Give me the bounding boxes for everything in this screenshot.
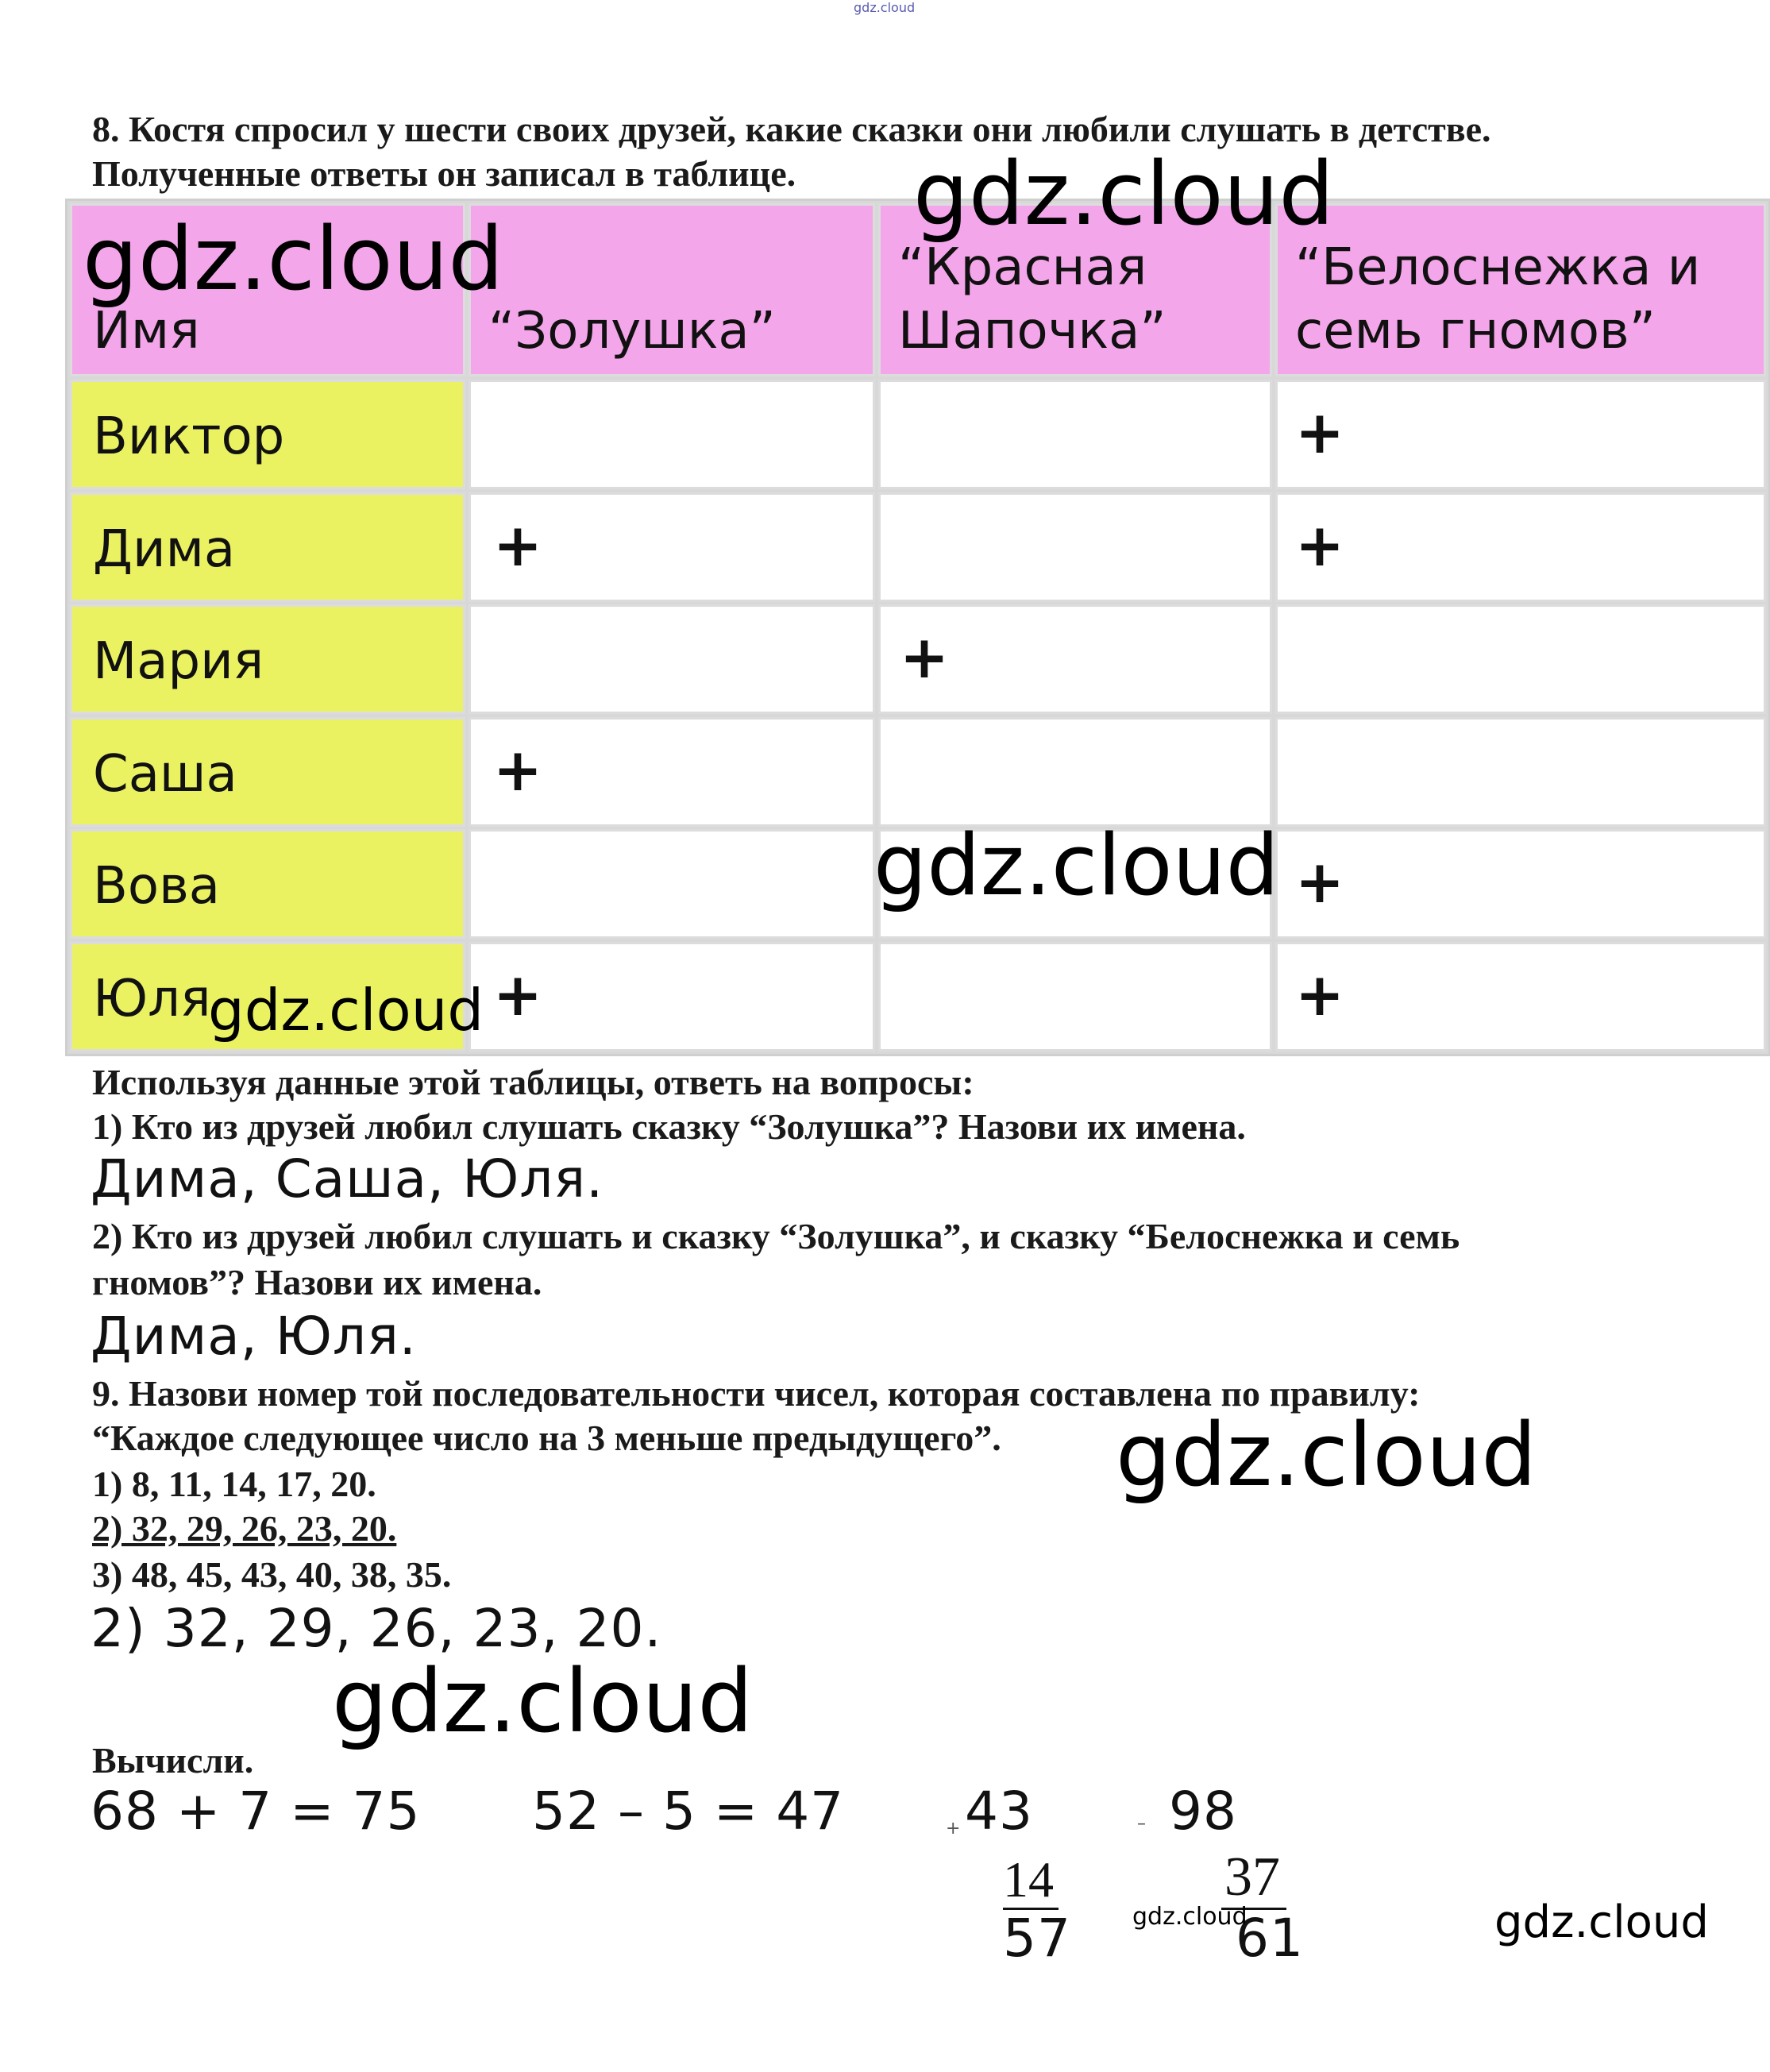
- mark-cell: [1275, 604, 1766, 714]
- addition-result: 57: [1003, 1908, 1071, 1969]
- task9-option-1: 1) 8, 11, 14, 17, 20.: [92, 1464, 376, 1504]
- header-red-riding-hood-l2: Шапочка”: [898, 302, 1167, 361]
- name-cell: [70, 492, 465, 602]
- mark-cell: [1275, 492, 1766, 602]
- watermark: gdz.cloud: [1132, 1903, 1247, 1931]
- mark-cell: [1275, 380, 1766, 489]
- addition-sign: +: [946, 1819, 961, 1839]
- plus-mark: +: [493, 511, 543, 580]
- task9-option-3: 3) 48, 45, 43, 40, 38, 35.: [92, 1554, 452, 1595]
- survey-table: [65, 199, 1770, 1056]
- task9-line2: “Каждое следующее число на 3 меньше предыдущего”.: [92, 1418, 1001, 1458]
- column-addition: [941, 1781, 1071, 1971]
- name-cell: [70, 604, 465, 714]
- header-red-riding-hood-l1: “Красная: [898, 238, 1147, 297]
- row-name: Виктор: [93, 407, 285, 466]
- watermark: gdz.cloud: [83, 208, 504, 310]
- mark-cell: [878, 942, 1272, 1051]
- header-snow-white-l1: “Белоснежка и: [1295, 238, 1701, 297]
- name-cell: [70, 717, 465, 827]
- watermark: gdz.cloud: [332, 1650, 754, 1752]
- row-name: Вова: [93, 857, 220, 916]
- compute-title: Вычисли.: [92, 1740, 254, 1781]
- mark-cell: [469, 829, 875, 939]
- answer-1: Дима, Саша, Юля.: [91, 1148, 604, 1210]
- column-subtraction: [1136, 1781, 1310, 1971]
- task8-line2: Полученные ответы он записал в таблице.: [92, 153, 796, 194]
- header-cinderella: “Золушка”: [488, 302, 776, 361]
- watermark: gdz.cloud: [1116, 1404, 1537, 1506]
- plus-mark: +: [493, 961, 543, 1029]
- watermark: gdz.cloud: [208, 977, 484, 1044]
- row-name: Саша: [93, 745, 237, 804]
- watermark-top: gdz.cloud: [854, 0, 916, 15]
- task9-line1: 9. Назови номер той последовательности чисел, которая составлена по правилу:: [92, 1373, 1421, 1414]
- name-cell: [70, 829, 465, 939]
- mark-cell: [878, 717, 1272, 827]
- plus-mark: +: [900, 623, 950, 692]
- task8-line1: 8. Костя спросил у шести своих друзей, какие сказки они любили слушать в детстве.: [92, 109, 1491, 149]
- mark-cell: [469, 942, 875, 1051]
- mark-cell: [469, 380, 875, 489]
- addition-bottom: 14: [1003, 1851, 1054, 1908]
- subtraction-sign: –: [1137, 1814, 1146, 1834]
- mark-cell: [1275, 942, 1766, 1051]
- header-name: Имя: [93, 302, 200, 361]
- equation-2: 52 – 5 = 47: [532, 1781, 845, 1842]
- addition-top: 43: [965, 1781, 1033, 1842]
- answer-2: Дима, Юля.: [91, 1306, 417, 1367]
- mark-cell: [469, 604, 875, 714]
- task9-answer: 2) 32, 29, 26, 23, 20.: [91, 1598, 662, 1659]
- mark-cell: [1275, 717, 1766, 827]
- name-cell: [70, 380, 465, 489]
- row-name: Юля: [93, 970, 211, 1028]
- row-name: Дима: [93, 520, 236, 579]
- equation-1: 68 + 7 = 75: [91, 1781, 421, 1842]
- plus-mark: +: [1295, 848, 1345, 916]
- watermark: gdz.cloud: [913, 143, 1335, 245]
- subtraction-top: 98: [1169, 1781, 1237, 1842]
- subtraction-result: 61: [1236, 1908, 1304, 1969]
- row-name: Мария: [93, 632, 264, 691]
- mark-cell: [1275, 829, 1766, 939]
- plus-mark: +: [1295, 511, 1345, 580]
- question-2-line2: гномов”? Назови их имена.: [92, 1262, 542, 1302]
- question-1: 1) Кто из друзей любил слушать сказку “Золушка”? Назови их имена.: [92, 1106, 1246, 1147]
- mark-cell: [469, 717, 875, 827]
- mark-cell: [878, 604, 1272, 714]
- questions-intro: Используя данные этой таблицы, ответь на вопросы:: [92, 1062, 974, 1102]
- task9-option-2: 2) 32, 29, 26, 23, 20.: [92, 1508, 397, 1549]
- mark-cell: [878, 380, 1272, 489]
- header-snow-white-cell: [1275, 203, 1766, 376]
- mark-cell: [469, 492, 875, 602]
- mark-cell: [878, 492, 1272, 602]
- header-snow-white-l2: семь гномов”: [1295, 302, 1656, 361]
- plus-mark: +: [493, 736, 543, 804]
- watermark: gdz.cloud: [873, 816, 1279, 914]
- subtraction-bottom: 37: [1224, 1846, 1280, 1908]
- question-2-line1: 2) Кто из друзей любил слушать и сказку “Золушка”, и сказку “Белоснежка и семь: [92, 1216, 1460, 1256]
- plus-mark: +: [1295, 961, 1345, 1029]
- plus-mark: +: [1295, 399, 1345, 467]
- watermark: gdz.cloud: [1494, 1896, 1709, 1948]
- header-cinderella-cell: [469, 203, 875, 376]
